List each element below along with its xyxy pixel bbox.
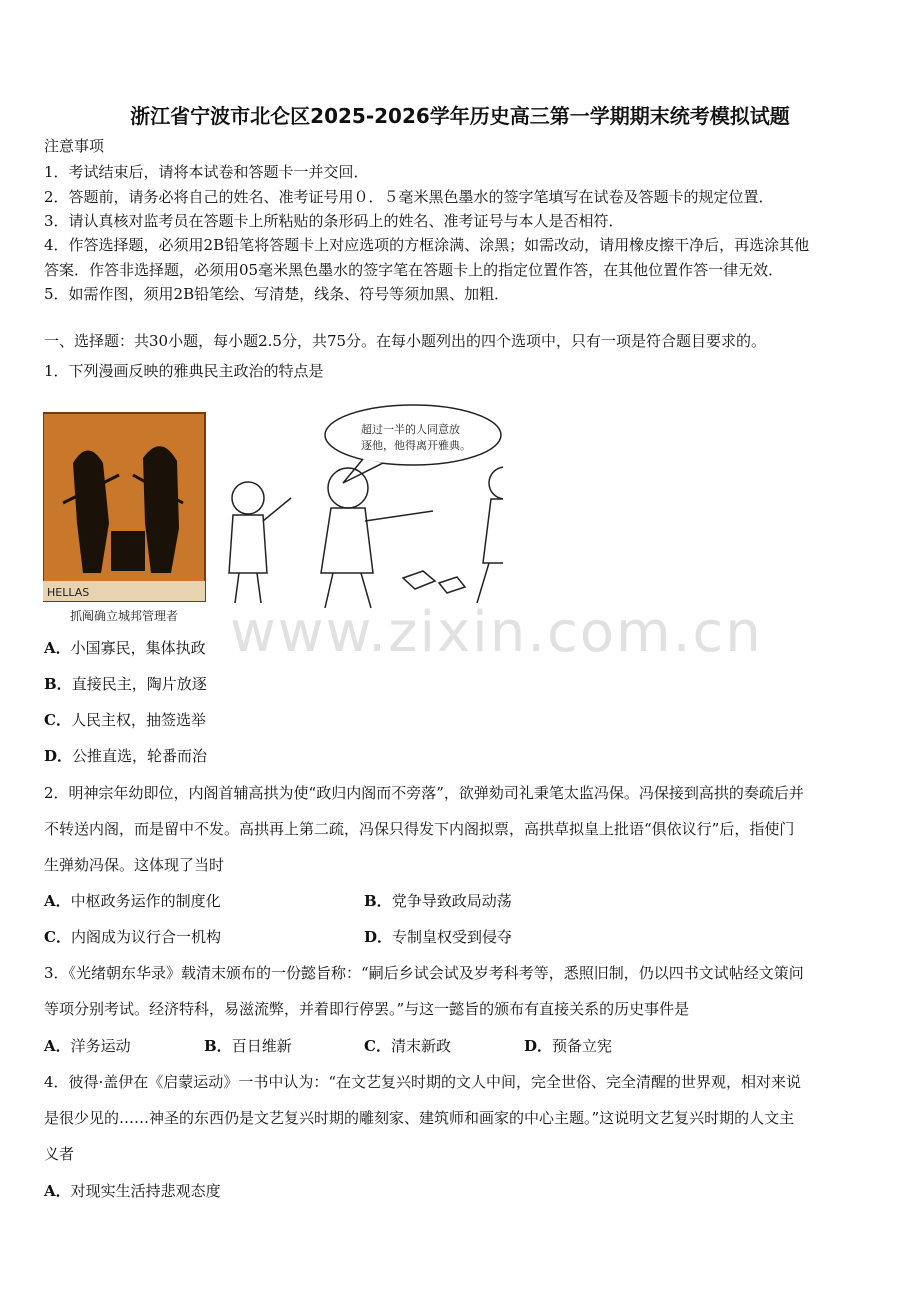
option-d: D．公推直选，轮番而治 xyxy=(44,747,208,765)
option-b: B．党争导致政局动荡 xyxy=(364,892,512,910)
option-a: A．洋务运动 xyxy=(44,1037,131,1055)
question-stem: 生弹劾冯保。这体现了当时 xyxy=(44,856,225,874)
notice-heading: 注意事项 xyxy=(44,137,105,155)
watermark: www.zixin.com.cn xyxy=(230,600,763,665)
option-a: A．中枢政务运作的制度化 xyxy=(44,892,221,910)
question-stem: 等项分别考试。经济特科，易滋流弊，并着即行停罢。”与这一懿旨的颁布有直接关系的历史事件是 xyxy=(44,1000,690,1018)
notice-item: 答案．作答非选择题，必须用05毫米黑色墨水的签字笔在答题卡上的指定位置作答，在其他位置作答一律无效． xyxy=(44,261,784,279)
option-c: C．内阁成为议行合一机构 xyxy=(44,928,221,946)
notice-item: 3．请认真核对监考员在答题卡上所粘贴的条形码上的姓名、准考证号与本人是否相符． xyxy=(44,212,624,230)
cartoon-figures xyxy=(229,467,503,608)
question-stem: 是很少见的……神圣的东西仍是文艺复兴时期的雕刻家、建筑师和画家的中心主题。”这说明文艺复兴时期的人文主 xyxy=(44,1109,795,1127)
option-b: B．直接民主，陶片放逐 xyxy=(44,675,207,693)
option-a: A．小国寡民，集体执政 xyxy=(44,639,206,657)
q1-figure xyxy=(43,403,503,625)
question-stem: 不转送内阁，而是留中不发。高拱再上第二疏，冯保只得发下内阁拟票，高拱草拟皇上批语“俱依议行”后，指使门 xyxy=(44,820,795,838)
bubble-text-line1: 超过一半的人同意放 xyxy=(361,423,460,436)
notice-item: 2．答题前，请务必将自己的姓名、准考证号用０．５毫米黑色墨水的签字笔填写在试卷及答题卡的规定位置． xyxy=(44,188,774,206)
option-c: C．人民主权，抽签选举 xyxy=(44,711,206,729)
notice-item: 5．如需作图，须用2B铅笔绘、写清楚，线条、符号等须加黑、加粗． xyxy=(44,285,510,303)
bubble-text-line2: 逐他，他得离开雅典。 xyxy=(361,439,471,452)
question-stem: 3．《光绪朝东华录》载清末颁布的一份懿旨称：“嗣后乡试会试及岁考科考等，悉照旧制，仍以四书文试帖经文策问 xyxy=(44,964,804,982)
question-stem: 义者 xyxy=(44,1145,75,1163)
vase-caption: 抓阄确立城邦管理者 xyxy=(69,609,178,623)
cartoon-image xyxy=(43,403,503,625)
option-d: D．预备立宪 xyxy=(524,1037,613,1055)
page-title: 浙江省宁波市北仑区2025-2026学年历史高三第一学期期末统考模拟试题 xyxy=(130,104,790,128)
option-a: A．对现实生活持悲观态度 xyxy=(44,1182,221,1200)
vase-label: HELLAS xyxy=(47,586,90,599)
option-d: D．专制皇权受到侵夺 xyxy=(364,928,513,946)
question-stem: 1．下列漫画反映的雅典民主政治的特点是 xyxy=(44,362,324,380)
vase-painting xyxy=(43,413,205,601)
option-b: B．百日维新 xyxy=(204,1037,292,1055)
option-c: C．清末新政 xyxy=(364,1037,451,1055)
notice-item: 4．作答选择题，必须用2B铅笔将答题卡上对应选项的方框涂满、涂黑；如需改动，请用橡皮擦干净后，再选涂其他 xyxy=(44,236,810,254)
section-heading: 一、选择题：共30小题，每小题2.5分，共75分。在每小题列出的四个选项中，只有一项是符合题目要求的。 xyxy=(44,332,767,350)
notice-item: 1．考试结束后，请将本试卷和答题卡一并交回． xyxy=(44,163,369,181)
question-stem: 2．明神宗年幼即位，内阁首辅高拱为使“政归内阁而不旁落”，欲弹劾司礼秉笔太监冯保。冯保接到高拱的奏疏后并 xyxy=(44,784,804,802)
question-stem: 4．彼得·盖伊在《启蒙运动》一书中认为：“在文艺复兴时期的文人中间，完全世俗、完全清醒的世界观，相对来说 xyxy=(44,1073,801,1091)
